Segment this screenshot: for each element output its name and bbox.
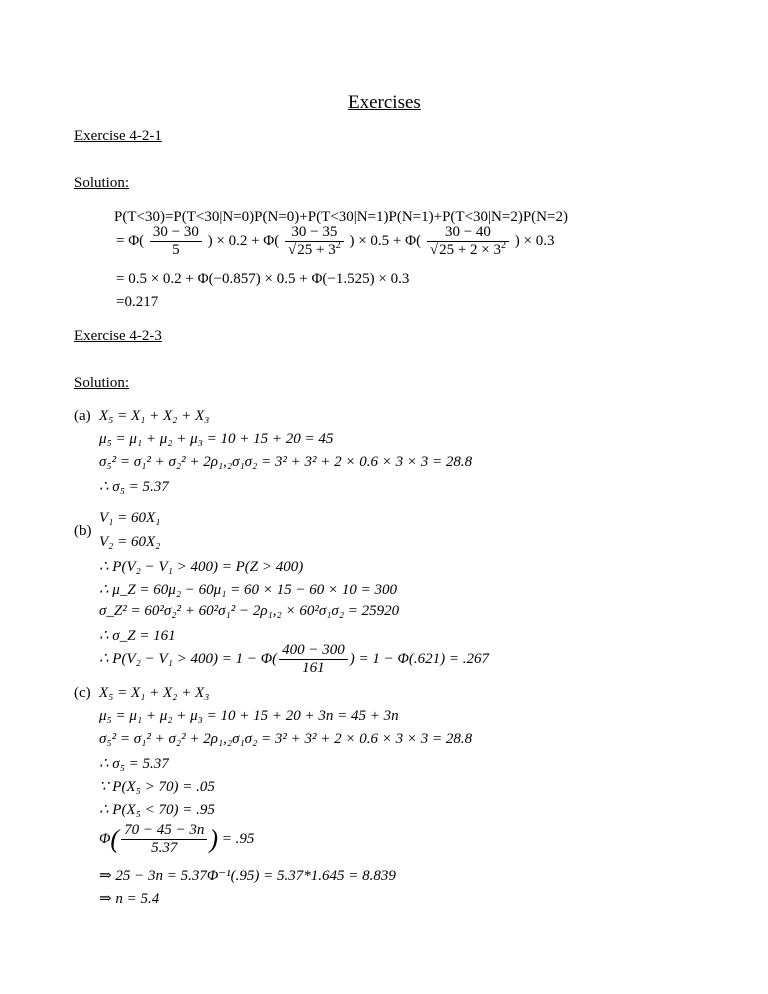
equation-line-3: = 0.5 × 0.2 + Φ(−0.857) × 0.5 + Φ(−1.525) × 0.3 [116,271,410,287]
paren-open: ( [110,824,120,854]
fraction-3-denominator: $√25 + 2 \times 3^2$ [429,240,506,258]
part-b-line-7-post: ) = 1 − Φ(.621) = .267 [349,650,490,667]
phi-open: = Φ( [116,232,145,249]
fraction-c-denominator: 5.37 [151,840,178,856]
part-b-line-1: V₁ = 60X₁ [99,510,161,526]
part-b-line-7 [99,642,489,677]
part-b-line-4: ∴ μ_Z = 60μ₂ − 60μ₁ = 60 × 15 − 60 × 10 = 300 [99,582,398,598]
fraction-c [121,822,207,857]
part-b-line-7-pre: ∴ P(V₂ − V₁ > 400) = 1 − Φ( [99,650,278,667]
part-c-label: (c) [74,685,91,701]
part-a-label: (a) [74,408,91,424]
part-b-line-2: V₂ = 60X₂ [99,534,161,550]
part-c-line-4: ∴ σ₅ = 5.37 [99,756,169,772]
part-c-line-6: ∴ P(X₅ < 70) = .95 [99,802,215,818]
equation-line-2 [116,224,554,259]
part-b-label: (b) [74,523,92,539]
square-sup-2: 2 [501,240,506,251]
fraction-b-numerator: 400 − 300 [279,642,348,660]
paren-close: ) [209,824,219,854]
term-end: ) × 0.3 [514,232,555,249]
part-b-line-3: ∴ P(V₂ − V₁ > 400) = P(Z > 400) [99,559,304,575]
part-c-line-7-post: = .95 [221,830,255,847]
exercise-heading-4-2-3: Exercise 4-2-3 [74,328,162,344]
fraction-2 [285,224,344,259]
part-c-line-3: σ₅² = σ₁² + σ₂² + 2ρ₁,₂σ₁σ₂ = 3² + 3² + 2 × 0.6 × 3 × 3 = 28.8 [99,731,473,747]
fraction-c-numerator: 70 − 45 − 3n [121,822,207,840]
exercise-heading-4-2-1: Exercise 4-2-1 [74,128,162,144]
fraction-2-numerator: 30 − 35 [285,224,344,242]
term-mid-2: ) × 0.5 + Φ( [349,232,422,249]
part-a-line-3: σ₅² = σ₁² + σ₂² + 2ρ₁,₂σ₁σ₂ = 3² + 3² + 2 × 0.6 × 3 × 3 = 28.8 [99,454,473,470]
square-sup-1: 2 [335,240,341,251]
solution-label-1: Solution: [74,175,130,191]
part-c-line-7 [99,822,254,857]
page-title: Exercises [348,92,421,113]
fraction-2-denominator: $√25 + 3^2$ [288,240,341,258]
fraction-2-den-text: 25 + 3 [297,242,336,258]
fraction-1-denominator: 5 [172,242,180,258]
fraction-3 [427,224,509,259]
part-c-line-8: ⇒ 25 − 3n = 5.37Φ⁻¹(.95) = 5.37*1.645 = 8.839 [99,868,396,884]
fraction-b [279,642,348,677]
term-mid-1: ) × 0.2 + Φ( [207,232,280,249]
fraction-3-den-text: 25 + 2 × 3 [439,242,501,258]
part-c-line-9: ⇒ n = 5.4 [99,891,160,907]
part-a-line-4: ∴ σ₅ = 5.37 [99,479,169,495]
fraction-1 [150,224,202,259]
solution-label-2: Solution: [74,375,130,391]
part-c-line-1: X₅ = X₁ + X₂ + X₃ [99,685,210,701]
equation-line-1: P(T<30)=P(T<30|N=0)P(N=0)+P(T<30|N=1)P(N=1)+P(T<30|N=2)P(N=2) [114,209,568,225]
part-b-line-5: σ_Z² = 60²σ₂² + 60²σ₁² − 2ρ₁,₂ × 60²σ₁σ₂ = 25920 [99,603,400,619]
part-b-line-6: ∴ σ_Z = 161 [99,628,176,644]
part-a-line-2: μ₅ = μ₁ + μ₂ + μ₃ = 10 + 15 + 20 = 45 [99,431,334,447]
part-c-phi: Φ [99,830,111,847]
fraction-3-numerator: 30 − 40 [427,224,509,242]
fraction-1-numerator: 30 − 30 [150,224,202,242]
fraction-b-denominator: 161 [302,660,325,676]
part-c-line-2: μ₅ = μ₁ + μ₂ + μ₃ = 10 + 15 + 20 + 3n = 45 + 3n [99,708,399,724]
equation-line-4: =0.217 [116,294,159,310]
part-a-line-1: X₅ = X₁ + X₂ + X₃ [99,408,210,424]
part-c-line-5: ∵ P(X₅ > 70) = .05 [99,779,215,795]
